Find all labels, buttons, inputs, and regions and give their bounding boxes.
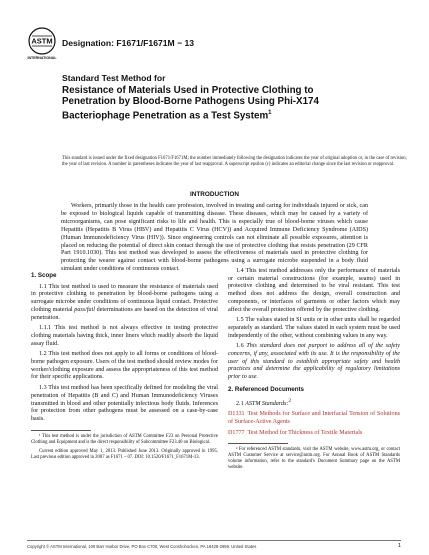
document-title	[62, 73, 392, 121]
footnote-2: ² For referenced ASTM standards, visit the ASTM website, www.astm.org, or contact ASTM Customer Service at service@astm.org. For Annual Book of ASTM Standards volume information, refer to the standard's Document Summary page on the ASTM website.	[228, 447, 400, 471]
reference-code[interactable]: D1331	[228, 411, 245, 418]
reference-title[interactable]: Test Method for Thickness of Textile Materials	[247, 429, 363, 436]
paragraph-1-1-end: determinations are based on the detection of viral penetration.	[31, 306, 218, 321]
paragraph-1-3: 1.3 This test method has been specifically defined for modeling the viral penetration of Hepatitis (B and C) and Human Immunodeficiency Viruses transmitted in blood and other potentially infectious body fluids. Inferences for protection from other pathogens must be assessed on a case-by-case basis.	[31, 385, 218, 422]
title-line-2: Resistance of Materials Used in Protective Clothing to	[62, 85, 314, 96]
paragraph-1-2: 1.2 This test method does not apply to all forms or conditions of blood-borne pathogen exposure. Users of the test method should review modes for worker/clothing exposure and assess the appropriateness of this test method for their specific applications.	[31, 351, 218, 381]
title-footnote-mark: 1	[268, 109, 272, 116]
paragraph-1-5: 1.5 The values stated in SI units or in other units shall be regarded separately as standard. The values stated in each system must be used independently of the other, without combining values in any way.	[228, 317, 400, 339]
standard-issuance-note: This standard is issued under the fixed designation F1671/F1671M; the number immediately following the designation indicates the year of original adoption or, in the case of revision, the year of last revision. A number in parentheses indicates the year of last reapproval. A superscript epsilon (ε) indicates an editorial change since the last revision or reapproval.	[62, 156, 407, 168]
paragraph-1-6-number: 1.6	[236, 343, 244, 350]
scope-heading: 1. Scope	[31, 272, 57, 279]
paragraph-1-1-text: 1.1 This test method is used to measure the resistance of materials used in protective clothing to penetration by blood-borne pathogens using a surrogate microbe under conditions of continuous liquid contact. Protective clothing material	[31, 283, 218, 313]
paragraph-1-4: 1.4 This test method addresses only the performance of materials or certain material constructions (for example, seams) used in protective clothing and determined to be viral resistant. This test method does not address the design, overall construction and components, or interfaces of garments or other factors which may affect the overall protection offered by the protective clothing.	[228, 268, 400, 313]
footnote-divider	[31, 430, 91, 431]
paragraph-1-1	[31, 284, 218, 323]
referenced-documents-heading: 2. Referenced Documents	[228, 385, 304, 393]
title-line-3: Penetration by Blood-Borne Pathogens Using Phi-X174	[62, 96, 319, 108]
paragraph-1-1-1: 1.1.1 This test method is not always effective in testing protective clothing materials having thick, inner liners which readily absorb the liquid assay fluid.	[31, 325, 218, 347]
reference-d1777[interactable]	[228, 430, 400, 438]
reference-title[interactable]: Test Methods for Surface and Interfacial Tension of Solutions of Surface-Active Agents	[228, 411, 400, 425]
pass-fail-term: pass/fail	[74, 306, 95, 313]
astm-standards-footnote-mark: 2	[288, 397, 291, 404]
title-line-4-text: Bacteriophage Penetration as a Test System	[62, 110, 269, 122]
footer-rule	[27, 540, 401, 541]
astm-standards-label: ASTM Standards:	[245, 400, 289, 407]
left-column	[31, 268, 218, 464]
reference-d1331[interactable]	[228, 411, 400, 426]
logo-text: ASTM	[31, 36, 53, 46]
astm-standards-intro	[228, 398, 400, 409]
footnote-divider	[228, 443, 288, 444]
introduction-paragraph: Workers, primarily those in the health care profession, involved in treating and caring for individuals injured or sick, can be exposed to biological liquids capable of transmitting disease. These diseases, which may be caused by a variety of microorganisms, can pose significant risks to life and health. This is especially true of blood-borne viruses which cause Hepatitis (Hepatitis B Virus (HBV) and Hepatitis C Virus (HCV)) and Acquired Immune Deficiency Syndrome (AIDS) (Human Immunodeficiency Virus (HIV)). Since engineering controls can not eliminate all possible exposures, attention is placed on reducing the potential of direct skin contact through the use of protective clothing that resists penetration (29 CFR Part 1910.1030). This test method was developed to assess the effectiveness of materials used in protective clothing for protecting the wearer against contact with blood-borne pathogens using a surrogate microbe suspended in a body fluid simulant under conditions of continuous contact.	[61, 203, 368, 273]
copyright-notice: Copyright © ASTM International, 100 Barr Harbor Drive, PO Box C700, West Conshohocken, PA 19428-2959. United States	[27, 544, 257, 549]
designation: Designation: F1671/F1671M − 13	[62, 38, 195, 48]
astm-standards-number: 2.1	[236, 400, 244, 407]
paragraph-1-6	[228, 343, 400, 382]
title-line-4	[62, 108, 392, 122]
introduction-heading: INTRODUCTION	[190, 191, 239, 198]
introduction-body	[61, 203, 368, 274]
right-column	[228, 268, 400, 474]
astm-logo	[27, 27, 57, 61]
footnote-1: ¹ This test method is under the jurisdiction of ASTM Committee F23 on Personal Protective Clothing and Equipment and is the direct responsibility of Subcommittee F23.40 on Biological.	[31, 433, 218, 445]
title-line-1: Standard Test Method for	[62, 73, 166, 83]
safety-caveat: This standard does not purport to address all of the safety concerns, if any, associated with its use. It is the responsibility of the user of this standard to establish appropriate safety and health practices and determine the applicability of regulatory limitations prior to use.	[228, 343, 400, 381]
logo-subtext: INTERNATIONAL	[27, 56, 57, 60]
reference-code[interactable]: D1777	[228, 429, 245, 436]
footnote-1-edition: Current edition approved May 1, 2013. Published June 2013. Originally approved in 1995. Last previous edition approved in 2007 as F1671 – 07. DOI: 10.1520/F1671_F1671M-13.	[31, 448, 218, 460]
page-number: 1	[397, 543, 401, 549]
